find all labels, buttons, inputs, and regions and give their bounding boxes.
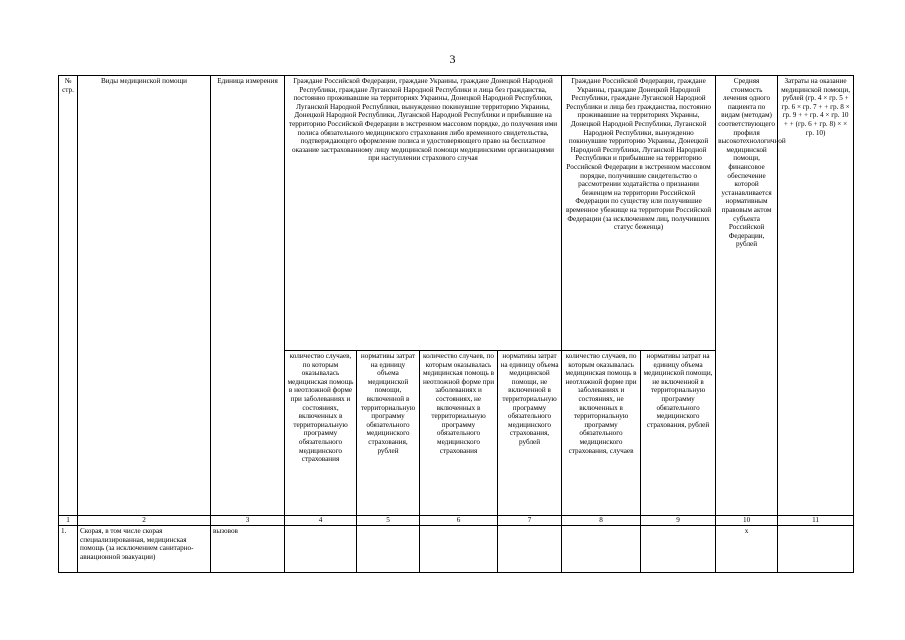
row-cell-5 xyxy=(357,526,420,573)
row-unit: вызовов xyxy=(211,526,285,573)
header-group-b: Граждане Российской Федерации, граждане Украины, граждане Донецкой Народной Республики, граждане Луганской Народной Республики и лица без гражданства, постоянно проживавшие на территориях Украины, Донецкой Народной Республики, Луганской Народной Республики, вынужденно покинувшие территорию Украины, Донецкой Народной Республики, Луганской Народной Республики и прибывшие на территорию Российской Федерации в экстренном массовом порядке, получившие свидетельство о рассмотрении ходатайства о признании беженцем на территории Российской Федерации по существу или получившие временное убежище на территории Российской Федерации (за исключением лиц, получивших статус беженца) xyxy=(562,76,716,351)
row-cell-7 xyxy=(498,526,562,573)
header-unit: Единица измерения xyxy=(211,76,285,516)
header-total-cost: Затраты на оказание медицинской помощи, рублей (гр. 4 × гр. 5 + гр. 6 × гр. 7 + + гр. 8 × гр. 9 + + гр. 4 × гр. 10 + + (гр. 6 + гр. 8) × × гр. 10) xyxy=(778,76,854,516)
header-row-number: № стр. xyxy=(59,76,78,516)
row-cell-11 xyxy=(778,526,854,573)
row-number: 1. xyxy=(59,526,78,573)
column-number: 3 xyxy=(211,516,285,526)
header-care-type: Виды медицинской помощи xyxy=(78,76,211,516)
column-number: 4 xyxy=(285,516,357,526)
column-number: 2 xyxy=(78,516,211,526)
header-group-a: Граждане Российской Федерации, граждане Украины, граждане Донецкой Народной Республики, граждане Луганской Народной Республики и лица без гражданства, постоянно проживавшие на территориях Украины, Донецкой Народной Республики, Луганской Народной Республики, вынужденно покинувшие территорию Украины, Донецкой Народной Республики, Луганской Народной Республики и прибывшие на территорию Российской Федерации в экстренном массовом порядке, до получения ими полиса обязательного медицинского страхования либо временного свидетельства, подтверждающего оформление полиса и удостоверяющего право на бесплатное оказание застрахованному лицу медицинской помощи медицинскими организациями при наступлении страхового случая xyxy=(285,76,562,351)
column-number: 5 xyxy=(357,516,420,526)
row-care-type: Скорая, в том числе скорая специализированная, медицинская помощь (за исключением санитарно-авиационной эвакуации) xyxy=(78,526,211,573)
header-avg-cost: Средняя стоимость лечения одного пациента по видам (методам) соответствующего профиля высокотехнологичной медицинской помощи, финансовое обеспечение которой устанавливается нормативным правовым актом субъекта Российской Федерации, рублей xyxy=(716,76,778,516)
row-cell-8 xyxy=(562,526,641,573)
header-row xyxy=(59,76,854,351)
column-number: 11 xyxy=(778,516,854,526)
row-cell-10: x xyxy=(716,526,778,573)
subheader-col7: нормативы затрат на единицу объема медицинской помощи, не включенной в территориальную программу обязательного медицинского страхования, рублей xyxy=(498,351,562,516)
table-row xyxy=(59,526,854,573)
column-number: 10 xyxy=(716,516,778,526)
column-number-row xyxy=(59,516,854,526)
subheader-col5: нормативы затрат на единицу объема медицинской помощи, включенной в территориальную программу обязательного медицинского страхования, рублей xyxy=(357,351,420,516)
row-cell-6 xyxy=(420,526,498,573)
column-number: 9 xyxy=(641,516,716,526)
subheader-col8: количество случаев, по которым оказывалась медицинская помощь в неотложной форме при заболеваниях и состояниях, не включенных в территориальную программу обязательного медицинского страхования, случаев xyxy=(562,351,641,516)
row-cell-4 xyxy=(285,526,357,573)
subheader-col4: количество случаев, по которым оказывалась медицинская помощь в неотложной форме при заболеваниях и состояниях, включенных в территориальную программу обязательного медицинского страхования xyxy=(285,351,357,516)
cost-table xyxy=(58,75,854,573)
column-number: 1 xyxy=(59,516,78,526)
page-number: 3 xyxy=(449,52,456,66)
subheader-col6: количество случаев, по которым оказывалась медицинская помощь в неотложной форме при заболеваниях и состояниях, не включенных в территориальную программу обязательного медицинского страхования xyxy=(420,351,498,516)
column-number: 6 xyxy=(420,516,498,526)
column-number: 8 xyxy=(562,516,641,526)
column-number: 7 xyxy=(498,516,562,526)
row-cell-9 xyxy=(641,526,716,573)
subheader-col9: нормативы затрат на единицу объема медицинской помощи, не включенной в территориальную программу обязательного медицинского страхования, рублей xyxy=(641,351,716,516)
